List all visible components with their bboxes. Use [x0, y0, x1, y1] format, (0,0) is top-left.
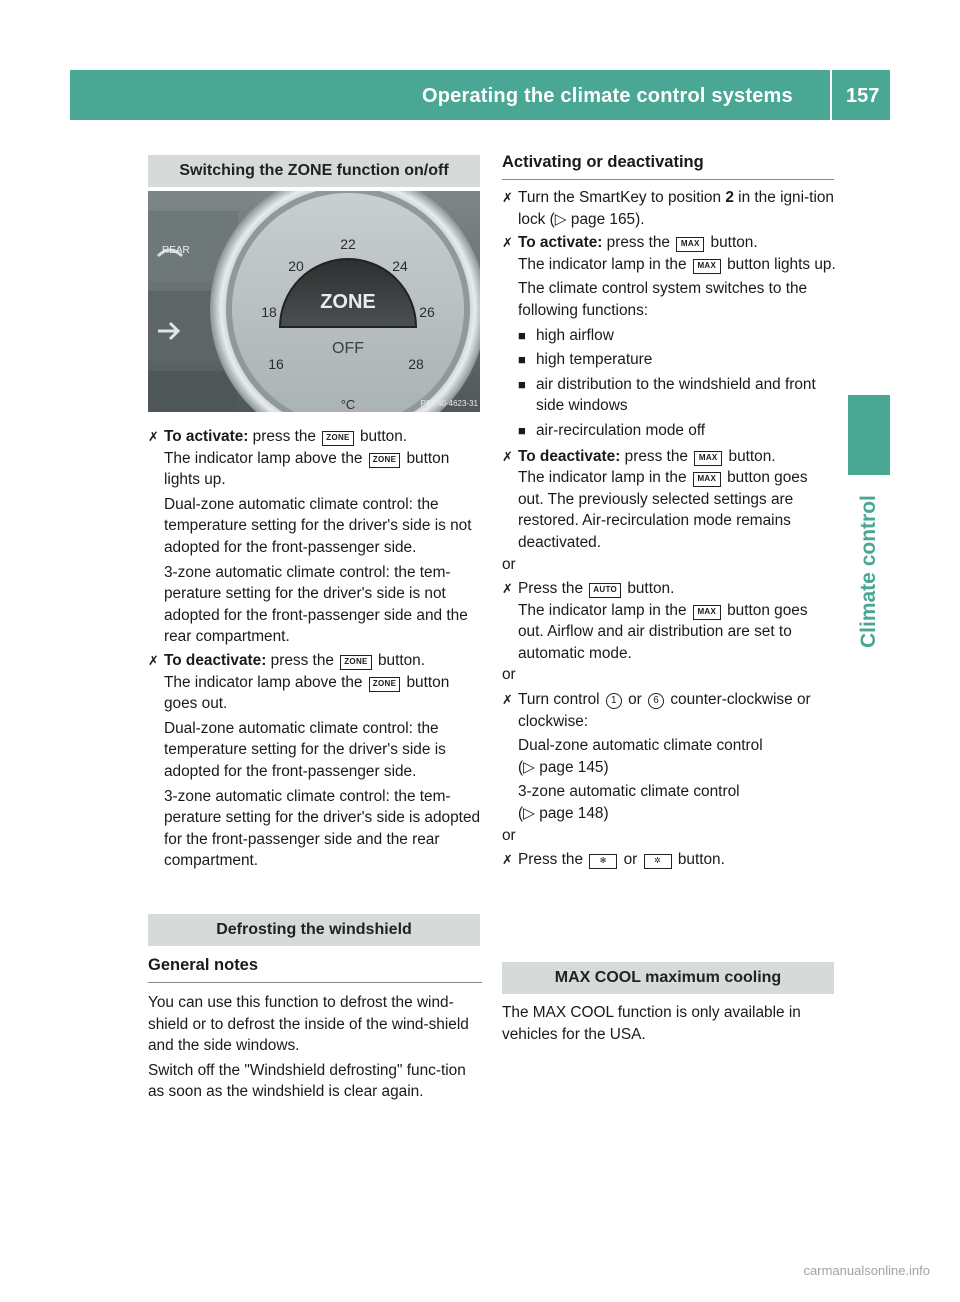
watermark: carmanualsonline.info — [803, 1263, 930, 1279]
deactivate-step: ✗ To deactivate: press the ZONE button. The indicator lamp above the ZONE button goes out. Dual-zone automatic climate control: the temperature setting for the driver's side is adopted for the front-passenger side. 3-zone automatic climate control: the tem-perature setting for the driver's side is adopted for the front-passenger side and the rear compartment. — [148, 651, 481, 870]
control-step: ✗ Turn control 1 or 6 counter-clockwise or clockwise: Dual-zone automatic climate control (▷ page 145) 3-zone automatic climate control (▷ page 148) — [502, 691, 811, 823]
page-ref-arrow-icon: ▷ — [523, 758, 535, 776]
step-marker-icon: ✗ — [502, 190, 513, 205]
page-title: Operating the climate control systems — [422, 85, 793, 107]
zone-section-title: Switching the ZONE function on/off — [148, 155, 480, 187]
step-marker-icon: ✗ — [502, 692, 513, 708]
maxcool-text: The MAX COOL function is only available in vehicles for the USA. — [502, 1004, 801, 1043]
header-bar — [70, 70, 890, 120]
max-defrost-key-icon: MAX — [693, 605, 721, 620]
figure-code: P83.40-4623-31 — [420, 399, 478, 408]
control-1-icon: 1 — [606, 693, 622, 709]
step-marker-icon: ✗ — [502, 852, 513, 868]
tick-26: 26 — [419, 304, 435, 320]
bullet-item: ■ air distribution to the windshield and front side windows — [518, 375, 816, 415]
page-number: 157 — [846, 85, 880, 107]
fan-increase-key-icon: ✻ — [589, 854, 617, 869]
zone-key-icon: ZONE — [322, 431, 353, 446]
zone-dial-image — [148, 191, 480, 412]
off-label: OFF — [332, 340, 364, 357]
right-steps — [502, 187, 836, 871]
bullet-item: ■ high temperature — [502, 349, 836, 371]
or-text: or — [502, 555, 516, 573]
step-marker-icon: ✗ — [502, 581, 513, 597]
max-defrost-key-icon: MAX — [693, 472, 721, 487]
tick-24: 24 — [392, 258, 408, 274]
step-marker-icon: ✗ — [502, 448, 513, 464]
general-notes-heading: General notes — [148, 955, 482, 983]
max-defrost-key-icon: MAX — [694, 451, 722, 466]
left-zone-steps — [148, 426, 482, 872]
side-tab-label: Climate control — [857, 495, 881, 649]
fan-decrease-key-icon: ✲ — [644, 854, 672, 869]
rear-label: REAR — [162, 245, 190, 256]
side-tab-marker — [848, 395, 890, 475]
max-activate-step: ✗ To activate: press the MAX button. The indicator lamp in the MAX button lights up. The climate control system switches to the following functions: — [502, 234, 836, 319]
smartkey-step: ✗ Turn the SmartKey to position 2 in the igni-tion lock (▷ page 165). — [502, 189, 834, 228]
defrost-section-title: Defrosting the windshield — [148, 914, 480, 946]
activate-step: ✗ To activate: press the ZONE button. The indicator lamp above the ZONE button lights up. Dual-zone automatic climate control: the temperature setting for the driver's side is not adopted for the front-passenger side. 3-zone automatic climate control: the tem-perature setting for the driver's side is not adopted for the front-passenger side and the rear compartment. — [148, 428, 472, 646]
page-ref-arrow-icon: ▷ — [523, 805, 535, 823]
or-text: or — [502, 826, 516, 844]
max-defrost-key-icon: MAX — [676, 237, 704, 252]
bullet-icon: ■ — [518, 422, 526, 438]
page-ref-arrow-icon: ▷ — [554, 210, 567, 228]
zone-key-icon: ZONE — [369, 677, 400, 692]
auto-step: ✗ Press the AUTO button. The indicator lamp in the MAX button goes out. Airflow and air distribution are set to automatic mode. — [502, 580, 808, 662]
maxcool-section-title: MAX COOL maximum cooling — [502, 962, 834, 994]
bullet-icon: ■ — [518, 352, 526, 368]
bullet-item: ■ high airflow — [502, 325, 836, 347]
step-marker-icon: ✗ — [148, 652, 159, 668]
step-marker-icon: ✗ — [148, 429, 159, 444]
zone-key-icon: ZONE — [369, 453, 400, 468]
fan-step: ✗ Press the ✻ or ✲ button. — [502, 849, 836, 871]
max-deactivate-step: ✗ To deactivate: press the MAX button. The indicator lamp in the MAX button goes out. The previously selected settings are restored. Air-recirculation mode remains deactivated. — [502, 447, 808, 551]
auto-key-icon: AUTO — [589, 583, 621, 598]
zone-label: ZONE — [320, 291, 376, 313]
climate-control-figure — [148, 191, 480, 412]
zone-key-icon: ZONE — [340, 655, 371, 670]
tick-16: 16 — [268, 356, 284, 372]
bullet-icon: ■ — [518, 376, 526, 392]
tick-20: 20 — [288, 258, 304, 274]
activating-heading: Activating or deactivating — [502, 152, 834, 180]
unit-label: °C — [340, 397, 356, 412]
tick-18: 18 — [261, 304, 277, 320]
header-separator — [830, 70, 832, 120]
max-defrost-key-icon: MAX — [693, 259, 721, 274]
or-text: or — [502, 666, 516, 684]
general-notes-text: You can use this function to defrost the wind-shield or to defrost the inside of the wind-shield and the side windows. Switch off the "Windshield defrosting" func-tion as soon as the windshield is clear again. — [148, 994, 469, 1101]
step-marker-icon: ✗ — [502, 235, 513, 251]
tick-22: 22 — [340, 236, 356, 252]
bullet-icon: ■ — [518, 327, 526, 343]
bullet-item: ■ air-recirculation mode off — [502, 420, 836, 442]
tick-28: 28 — [408, 356, 424, 372]
control-6-icon: 6 — [648, 693, 664, 709]
